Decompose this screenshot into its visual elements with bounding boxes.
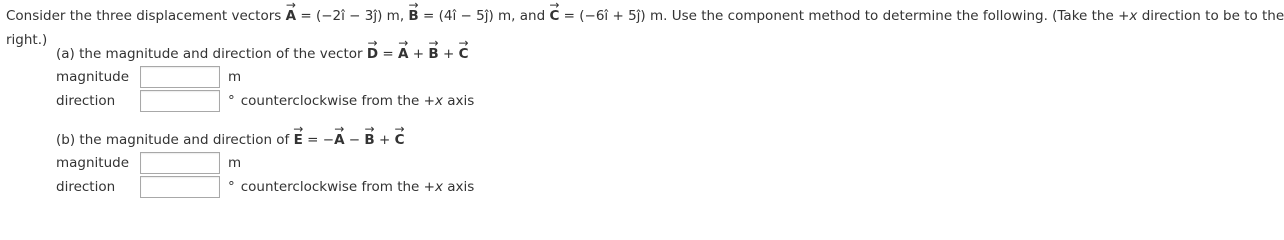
vector-b-symbol: → B [364, 130, 374, 150]
vector-e-symbol: → E [294, 130, 303, 150]
vector-c-symbol: → C [549, 4, 559, 28]
intro-text-1: Consider the three displacement vectors [6, 8, 286, 24]
vector-b-symbol: → B [428, 44, 438, 64]
part-b-op3: + [374, 132, 395, 148]
part-a-direction-unit-var: x [434, 93, 443, 109]
intro-text-4: = (−6î + 5ĵ) m. Use the component method to determine the following. (Take the + [559, 8, 1130, 24]
degree-symbol: ° [228, 179, 235, 195]
part-a-magnitude-input[interactable] [140, 66, 220, 88]
part-b-direction-label: direction [56, 179, 116, 195]
part-a-direction-unit-pre: counterclockwise from the + [240, 93, 435, 109]
part-b-magnitude-unit: m [228, 155, 242, 171]
intro-x-variable: x [1129, 8, 1138, 24]
part-a-magnitude-label: magnitude [56, 69, 130, 85]
part-a-op1: = [378, 46, 398, 62]
vector-c-symbol: → C [395, 130, 405, 150]
part-b-direction-unit-post: axis [442, 179, 475, 195]
part-b-op2: − [344, 132, 365, 148]
vector-d-symbol: → D [367, 44, 378, 64]
part-a-direction-unit [228, 93, 474, 109]
part-a-direction-unit-post: axis [442, 93, 475, 109]
vector-c-symbol: → C [459, 44, 469, 64]
part-a-op2: + [408, 46, 429, 62]
part-b-magnitude-label: magnitude [56, 155, 130, 171]
part-b [56, 130, 474, 198]
part-a-direction-label: direction [56, 93, 116, 109]
vector-a-symbol: → A [286, 4, 296, 28]
part-a-direction-input[interactable] [140, 90, 220, 112]
part-a-direction-row [56, 90, 474, 112]
part-a-magnitude-unit: m [228, 69, 242, 85]
part-b-direction-unit [228, 179, 474, 195]
part-b-title [56, 130, 474, 150]
part-b-op1: = − [302, 132, 335, 148]
part-b-direction-unit-pre: counterclockwise from the + [240, 179, 435, 195]
vector-a-symbol: → A [398, 44, 408, 64]
part-b-magnitude-input[interactable] [140, 152, 220, 174]
part-b-text: (b) the magnitude and direction of [56, 132, 294, 148]
part-a-text: (a) the magnitude and direction of the vector [56, 46, 367, 62]
part-b-direction-row [56, 176, 474, 198]
intro-text-5: direction to be to the [1137, 8, 1284, 24]
part-b-direction-input[interactable] [140, 176, 220, 198]
intro-text-2: = (−2î − 3ĵ) m, [296, 8, 409, 24]
degree-symbol: ° [228, 93, 235, 109]
intro-text-6: right.) [6, 32, 48, 48]
intro-text-3: = (4î − 5ĵ) m, and [418, 8, 550, 24]
part-a-op3: + [438, 46, 459, 62]
part-b-direction-unit-var: x [434, 179, 443, 195]
vector-a-symbol: → A [334, 130, 344, 150]
part-b-magnitude-row [56, 152, 474, 174]
part-a-title [56, 44, 474, 64]
vector-b-symbol: → B [408, 4, 418, 28]
part-a-magnitude-row [56, 66, 474, 88]
part-a [56, 44, 474, 112]
